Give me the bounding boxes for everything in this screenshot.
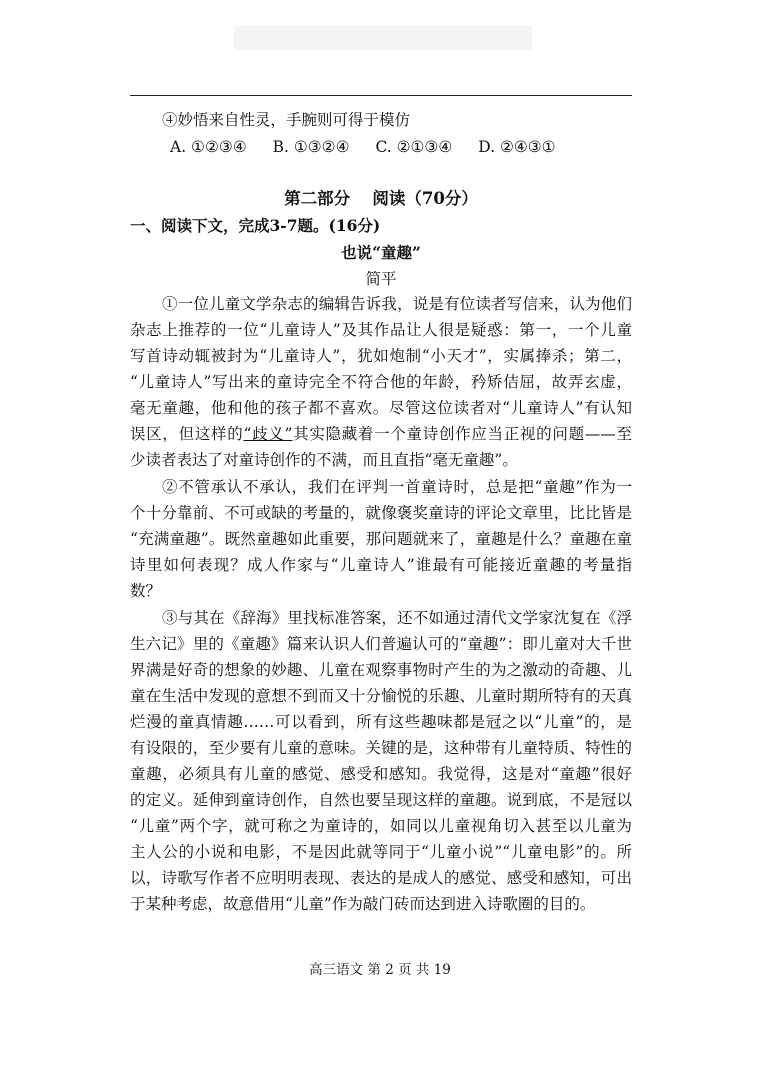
article-line: 诗里如何表现？成人作家与“儿童诗人”谁最有可能接近童趣的考量指 [130, 556, 632, 574]
article-line: 以，诗歌写作者不应明明表现、表达的是成人的感觉、感受和感知，可出 [130, 869, 632, 887]
article-line: 主人公的小说和电影，不是因此就等同于“儿童小说”“儿童电影”的。所 [130, 843, 632, 861]
article-line: 童在生活中发现的意想不到而又十分愉悦的乐趣、儿童时期所特有的天真 [130, 687, 632, 705]
section-heading: 一、阅读下文，完成3-7题。(16分) [130, 216, 381, 235]
option-a: A. ①②③④ [170, 138, 247, 156]
article-line: 有设限的，至少要有儿童的意味。关键的是，这种带有儿童特质、特性的 [130, 739, 632, 757]
article-author: 简平 [365, 270, 397, 288]
article-line: “儿童”两个字，就可称之为童诗的，如同以儿童视角切入甚至以儿童为 [130, 817, 632, 835]
article-line [130, 421, 632, 447]
article-line: 的定义。延伸到童诗创作，自然也要呈现这样的童趣。说到底，不是冠以 [130, 791, 632, 809]
option-d: D. ②④③① [478, 138, 556, 156]
article-line: ③与其在《辞海》里找标准答案，还不如通过清代文学家沈复在《浮 [162, 609, 632, 627]
header-area [234, 26, 532, 50]
page-footer: 高三语文 第 2 页 共 19 [309, 962, 451, 978]
article-line: ②不管承认不承认，我们在评判一首童诗时，总是把“童趣”作为一 [162, 478, 632, 496]
line-text: 误区，但这样的 [130, 425, 244, 443]
article-line: 数？ [130, 582, 162, 600]
article-line: “儿童诗人”写出来的童诗完全不符合他的年龄，矜矫佶屈，故弄玄虚， [130, 373, 632, 391]
article-line: 童趣，必须具有儿童的感觉、感受和感知。我觉得，这是对“童趣”很好 [130, 765, 632, 783]
article-line: 于某种考虑，故意借用“儿童”作为敲门砖而达到进入诗歌圈的目的。 [130, 895, 596, 913]
underlined-term: “歧义” [243, 425, 293, 443]
article-line: 毫无童趣，他和他的孩子都不喜欢。尽管这位读者对“儿童诗人”有认知 [130, 399, 632, 417]
part-title: 第二部分 阅读（70分） [284, 189, 478, 208]
article-line: 杂志上推荐的一位“儿童诗人”及其作品让人很是疑惑：第一，一个儿童 [130, 321, 632, 339]
article-line: ①一位儿童文学杂志的编辑告诉我，说是有位读者写信来，认为他们 [162, 295, 632, 313]
header-rule [130, 95, 632, 96]
article-line: 烂漫的童真情趣……可以看到，所有这些趣味都是冠之以“儿童”的，是 [130, 713, 632, 731]
article-line: 个十分靠前、不可或缺的考量的，就像褒奖童诗的评论文章里，比比皆是 [130, 504, 632, 522]
option-b: B. ①③②④ [272, 138, 350, 156]
article-line: 写首诗动辄被封为“儿童诗人”，犹如炮制“小天才”，实属捧杀；第二， [130, 347, 632, 365]
article-line: 少读者表达了对童诗创作的不满，而且直指“毫无童趣”。 [130, 451, 518, 469]
option-c: C. ②①③④ [375, 138, 453, 156]
article-title: 也说“童趣” [341, 243, 421, 262]
article-line: “充满童趣”。既然童趣如此重要，那问题就来了，童趣是什么？童趣在童 [130, 530, 632, 548]
question-item-4: ④妙悟来自性灵，手腕则可得于模仿 [162, 111, 411, 129]
line-text: 其实隐藏着一个童诗创作应当正视的问题——至 [292, 425, 632, 443]
answer-options [170, 134, 632, 160]
article-line: 生六记》里的《童趣》篇来认识人们普遍认可的“童趣”：即儿童对大千世 [130, 635, 632, 653]
article-line: 界满是好奇的想象的妙趣、儿童在观察事物时产生的为之激动的奇趣、儿 [130, 661, 632, 679]
